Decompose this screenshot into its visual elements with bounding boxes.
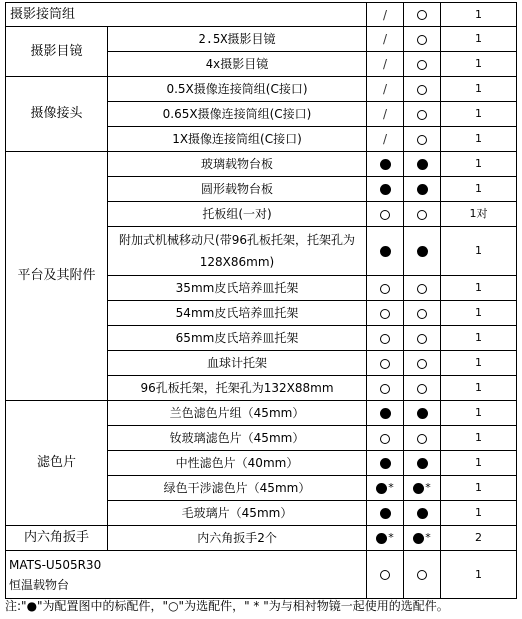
circle-icon [417, 35, 427, 45]
opt-mark-cell [404, 3, 441, 27]
table-row [6, 27, 517, 52]
category-cell: 滤色片 [6, 401, 108, 526]
item-cell: 96孔板托架，托架孔为132X88mm [108, 376, 367, 401]
slash-mark: / [382, 57, 388, 72]
std-mark-cell [367, 551, 404, 599]
circle-icon [417, 60, 427, 70]
opt-mark-cell [404, 301, 441, 326]
item-cell: 血球计托架 [108, 351, 367, 376]
filled-dot-icon [417, 159, 428, 170]
opt-mark-cell [404, 326, 441, 351]
quantity-cell: 1 [441, 152, 517, 177]
circle-icon [417, 210, 427, 220]
category-cell: 内六角扳手 [6, 526, 108, 551]
std-mark-cell [367, 401, 404, 426]
opt-mark-cell [404, 376, 441, 401]
opt-mark-cell [404, 152, 441, 177]
filled-dot-icon [417, 508, 428, 519]
item-cell: 托板组(一对) [108, 202, 367, 227]
circle-icon [417, 85, 427, 95]
item-cell: 35mm皮氏培养皿托架 [108, 276, 367, 301]
std-mark-cell [367, 501, 404, 526]
item-cell: 65mm皮氏培养皿托架 [108, 326, 367, 351]
slash-mark: / [382, 7, 388, 22]
opt-mark-cell [404, 551, 441, 599]
std-mark-cell [367, 202, 404, 227]
item-cell: 圆形载物台板 [108, 177, 367, 202]
quantity-cell: 1 [441, 476, 517, 501]
category-text: MATS-U505R30恒温载物台 [9, 557, 102, 592]
filled-dot-icon [413, 533, 424, 544]
category-cell: 平台及其附件 [6, 152, 108, 401]
table-row [6, 77, 517, 102]
star-mark: * [388, 531, 394, 545]
item-cell: 兰色滤色片组（45mm） [108, 401, 367, 426]
circle-icon [417, 110, 427, 120]
filled-dot-icon [380, 159, 391, 170]
item-cell: 4x摄影目镜 [108, 52, 367, 77]
quantity-cell: 1 [441, 351, 517, 376]
quantity-cell: 1 [441, 326, 517, 351]
filled-dot-icon [413, 483, 424, 494]
quantity-cell: 1 [441, 276, 517, 301]
opt-mark-cell [404, 276, 441, 301]
circle-icon [417, 384, 427, 394]
configuration-table [5, 2, 517, 599]
quantity-cell: 1 [441, 52, 517, 77]
circle-icon [417, 284, 427, 294]
filled-dot-icon [380, 184, 391, 195]
filled-dot-icon [380, 508, 391, 519]
table-row [6, 526, 517, 551]
circle-icon [380, 384, 390, 394]
quantity-cell: 1 [441, 401, 517, 426]
quantity-cell: 1 [441, 426, 517, 451]
quantity-cell: 1 [441, 227, 517, 276]
filled-dot-icon [376, 533, 387, 544]
table-row [6, 152, 517, 177]
circle-icon [417, 434, 427, 444]
category-cell: 摄像接头 [6, 77, 108, 152]
filled-dot-icon [417, 246, 428, 257]
item-cell: 中性滤色片（40mm） [108, 451, 367, 476]
std-mark-cell [367, 301, 404, 326]
circle-icon [417, 359, 427, 369]
std-mark-cell [367, 27, 404, 52]
filled-dot-icon [417, 184, 428, 195]
slash-mark: / [382, 132, 388, 147]
star-mark: * [425, 481, 431, 495]
opt-mark-cell [404, 127, 441, 152]
quantity-cell: 1 [441, 451, 517, 476]
opt-mark-cell [404, 77, 441, 102]
category-cell [6, 551, 367, 599]
filled-dot-icon [380, 246, 391, 257]
opt-mark-cell [404, 202, 441, 227]
slash-mark: / [382, 32, 388, 47]
opt-mark-cell [404, 426, 441, 451]
circle-icon [380, 434, 390, 444]
std-mark-cell [367, 102, 404, 127]
circle-icon [417, 570, 427, 580]
item-cell: 内六角扳手2个 [108, 526, 367, 551]
std-mark-cell [367, 52, 404, 77]
item-cell: 2.5X摄影目镜 [108, 27, 367, 52]
item-cell: 0.65X摄像连接筒组(C接口) [108, 102, 367, 127]
opt-mark-cell [404, 451, 441, 476]
table-row [6, 401, 517, 426]
opt-mark-cell [404, 526, 441, 551]
filled-dot-icon [417, 458, 428, 469]
std-mark-cell [367, 451, 404, 476]
quantity-cell: 1 [441, 501, 517, 526]
std-mark-cell [367, 326, 404, 351]
filled-dot-icon [380, 458, 391, 469]
quantity-cell: 1 [441, 301, 517, 326]
circle-icon [380, 570, 390, 580]
quantity-cell: 1 [441, 27, 517, 52]
circle-icon [417, 135, 427, 145]
quantity-cell: 2 [441, 526, 517, 551]
opt-mark-cell [404, 227, 441, 276]
std-mark-cell [367, 127, 404, 152]
std-mark-cell [367, 476, 404, 501]
opt-mark-cell [404, 476, 441, 501]
item-cell: 1X摄像连接筒组(C接口) [108, 127, 367, 152]
item-cell: 玻璃载物台板 [108, 152, 367, 177]
quantity-cell: 1 [441, 551, 517, 599]
circle-icon [417, 334, 427, 344]
item-cell: 钕玻璃滤色片（45mm） [108, 426, 367, 451]
item-cell: 0.5X摄像连接筒组(C接口) [108, 77, 367, 102]
std-mark-cell [367, 376, 404, 401]
item-cell [108, 227, 367, 276]
quantity-cell: 1 [441, 376, 517, 401]
std-mark-cell [367, 77, 404, 102]
item-cell: 毛玻璃片（45mm） [108, 501, 367, 526]
opt-mark-cell [404, 177, 441, 202]
opt-mark-cell [404, 27, 441, 52]
star-mark: * [388, 481, 394, 495]
std-mark-cell [367, 276, 404, 301]
circle-icon [380, 309, 390, 319]
quantity-cell: 1 [441, 102, 517, 127]
circle-icon [380, 359, 390, 369]
std-mark-cell [367, 526, 404, 551]
opt-mark-cell [404, 351, 441, 376]
slash-mark: / [382, 82, 388, 97]
circle-icon [417, 10, 427, 20]
circle-icon [417, 309, 427, 319]
filled-dot-icon [376, 483, 387, 494]
item-cell: 54mm皮氏培养皿托架 [108, 301, 367, 326]
quantity-cell: 1 [441, 3, 517, 27]
std-mark-cell [367, 177, 404, 202]
slash-mark: / [382, 107, 388, 122]
category-cell: 摄影接筒组 [6, 3, 367, 27]
quantity-cell: 1对 [441, 202, 517, 227]
opt-mark-cell [404, 102, 441, 127]
table-row [6, 3, 517, 27]
opt-mark-cell [404, 501, 441, 526]
circle-icon [380, 210, 390, 220]
item-text: 附加式机械移动尺(带96孔板托架，托架孔为128X86mm) [119, 233, 355, 269]
std-mark-cell [367, 351, 404, 376]
star-mark: * [425, 531, 431, 545]
circle-icon [380, 284, 390, 294]
quantity-cell: 1 [441, 177, 517, 202]
footnote: 注:"●"为配置图中的标配件，"○"为选配件，" * "为与相衬物镜一起使用的选配件。 [5, 599, 449, 613]
quantity-cell: 1 [441, 77, 517, 102]
std-mark-cell [367, 152, 404, 177]
std-mark-cell [367, 3, 404, 27]
std-mark-cell [367, 227, 404, 276]
table-row [6, 551, 517, 599]
item-cell: 绿色干涉滤色片（45mm） [108, 476, 367, 501]
std-mark-cell [367, 426, 404, 451]
category-cell: 摄影目镜 [6, 27, 108, 77]
opt-mark-cell [404, 52, 441, 77]
circle-icon [380, 334, 390, 344]
filled-dot-icon [380, 408, 391, 419]
opt-mark-cell [404, 401, 441, 426]
quantity-cell: 1 [441, 127, 517, 152]
filled-dot-icon [417, 408, 428, 419]
